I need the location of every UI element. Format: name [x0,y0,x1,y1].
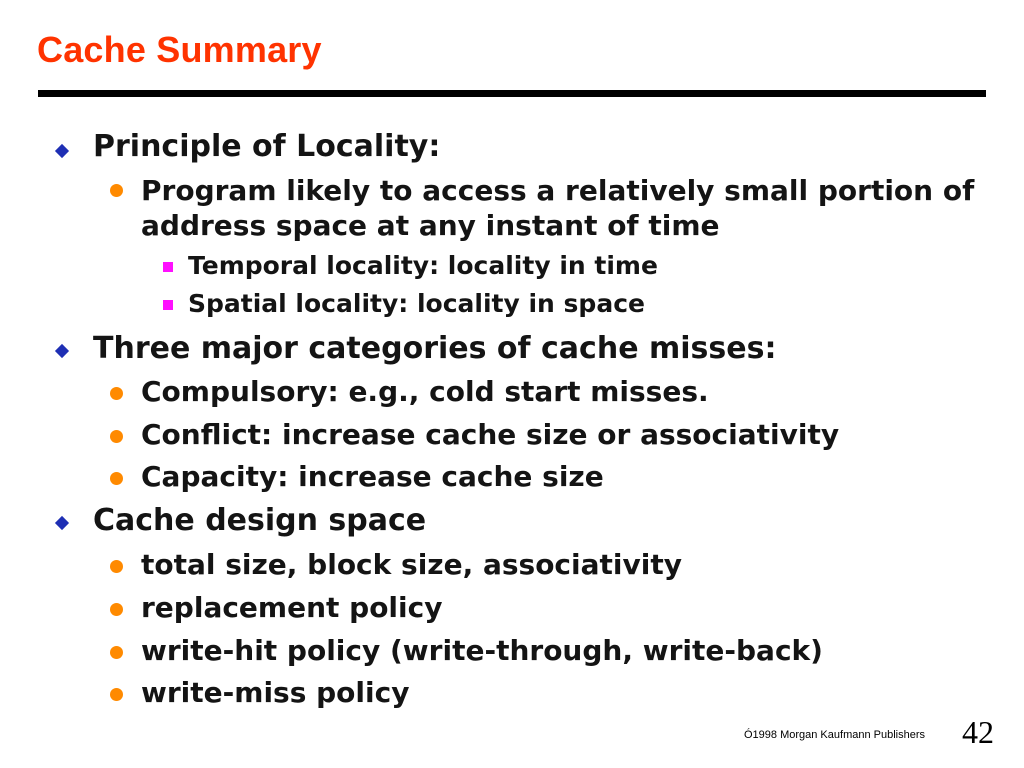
bullet-text: write-hit policy (write-through, write-back) [141,634,823,667]
circle-bullet-icon [110,688,123,701]
bullet-text: write-miss policy [141,676,410,709]
square-bullet-icon [163,300,173,310]
bullet-text-continuation: address space at any instant of time [141,209,720,242]
sub-bullet-text: Spatial locality: locality in space [188,289,645,318]
bullet-text: Conflict: increase cache size or associativity [141,418,840,451]
sub-bullet-text: Temporal locality: locality in time [188,251,658,280]
bullet-text: Program likely to access a relatively small portion of [141,174,975,207]
page-number: 42 [962,714,994,750]
square-bullet-icon [163,262,173,272]
diamond-bullet-icon [55,344,69,358]
slide-title: Cache Summary [37,29,322,70]
circle-bullet-icon [110,387,123,400]
bullet-text: replacement policy [141,591,443,624]
circle-bullet-icon [110,560,123,573]
circle-bullet-icon [110,472,123,485]
bullet-text: Capacity: increase cache size [141,460,604,493]
circle-bullet-icon [110,603,123,616]
copyright-footer: Ó1998 Morgan Kaufmann Publishers [744,729,925,741]
circle-bullet-icon [110,430,123,443]
bullet-text: total size, block size, associativity [141,548,682,581]
section-heading: Cache design space [93,503,427,538]
section-heading: Principle of Locality: [93,129,441,164]
circle-bullet-icon [110,184,123,197]
circle-bullet-icon [110,646,123,659]
bullet-text: Compulsory: e.g., cold start misses. [141,375,709,408]
section-heading: Three major categories of cache misses: [93,331,777,366]
diamond-bullet-icon [55,516,69,530]
diamond-bullet-icon [55,144,69,158]
